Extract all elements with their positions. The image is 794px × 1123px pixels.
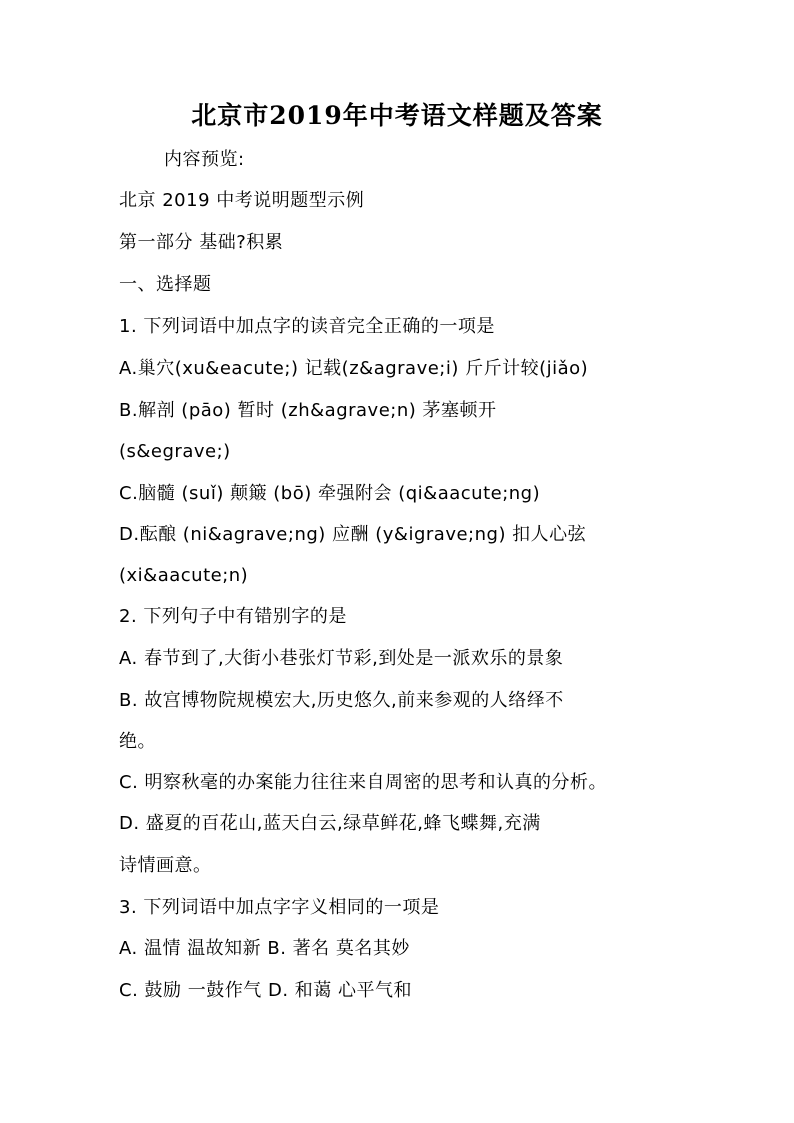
- question-2-option-d-cont: 诗情画意。: [119, 855, 212, 876]
- question-1-option-c: C.脑髓 (suǐ) 颠簸 (bō) 牵强附会 (qi&aacute;ng): [119, 483, 541, 504]
- question-2-option-b-cont: 绝。: [119, 731, 156, 752]
- document-title: 北京市2019年中考语文样题及答案: [191, 101, 603, 130]
- question-1-option-b-cont: (s&egrave;): [119, 441, 231, 462]
- section-heading: 一、选择题: [119, 274, 212, 295]
- question-2-option-d: D. 盛夏的百花山,蓝天白云,绿草鲜花,蜂飞蝶舞,充满: [119, 813, 541, 834]
- question-2-option-b: B. 故宫博物院规模宏大,历史悠久,前来参观的人络绎不: [119, 690, 564, 711]
- question-3-options-cd: C. 鼓励 一鼓作气 D. 和蔼 心平气和: [119, 980, 412, 1001]
- question-3-options-ab: A. 温情 温故知新 B. 著名 莫名其妙: [119, 938, 410, 959]
- question-1-stem: 1. 下列词语中加点字的读音完全正确的一项是: [119, 316, 495, 337]
- part-heading: 第一部分 基础?积累: [119, 232, 284, 253]
- question-1-option-d-cont: (xi&aacute;n): [119, 565, 249, 586]
- question-1-option-a: A.巢穴(xu&eacute;) 记载(z&agrave;i) 斤斤计较(jiǎo): [119, 358, 589, 379]
- question-2-option-c: C. 明察秋毫的办案能力往往来自周密的思考和认真的分析。: [119, 772, 608, 793]
- preview-label: 内容预览:: [164, 149, 245, 170]
- question-3-stem: 3. 下列词语中加点字字义相同的一项是: [119, 897, 440, 918]
- subtitle: 北京 2019 中考说明题型示例: [119, 190, 365, 211]
- question-1-option-d: D.酝酿 (ni&agrave;ng) 应酬 (y&igrave;ng) 扣人心弦: [119, 524, 587, 545]
- question-2-option-a: A. 春节到了,大街小巷张灯节彩,到处是一派欢乐的景象: [119, 648, 564, 669]
- question-2-stem: 2. 下列句子中有错别字的是: [119, 606, 347, 627]
- question-1-option-b: B.解剖 (pāo) 暂时 (zh&agrave;n) 茅塞顿开: [119, 400, 497, 421]
